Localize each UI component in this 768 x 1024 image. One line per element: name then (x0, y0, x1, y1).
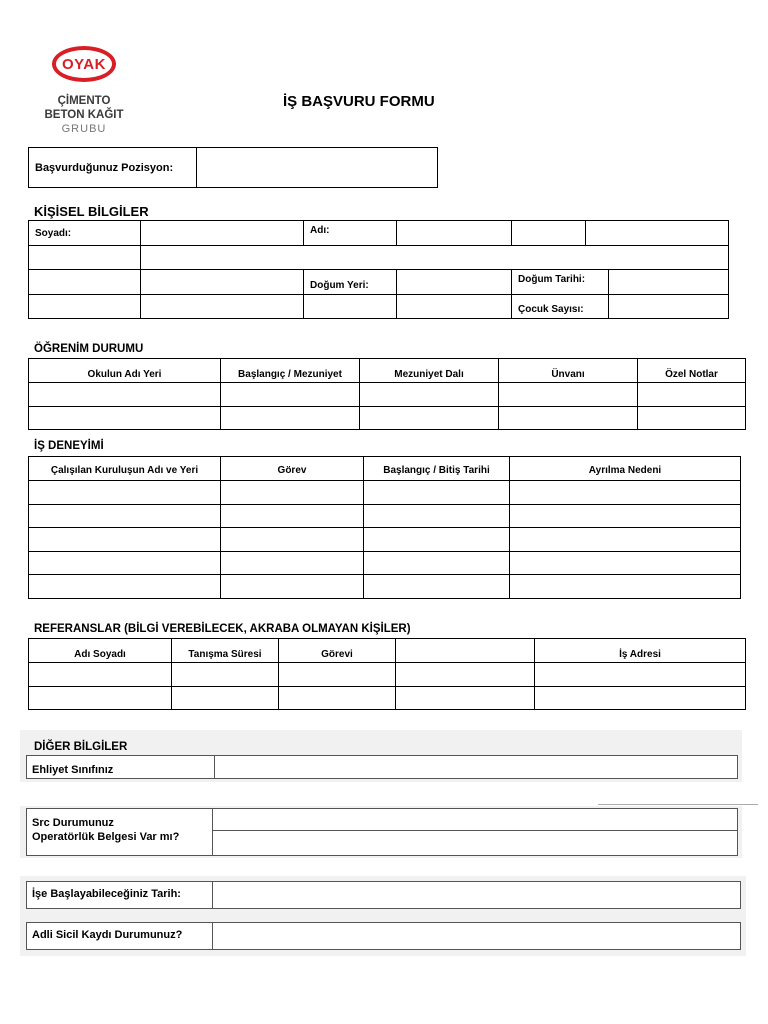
table-row (29, 575, 741, 599)
birthdate-input[interactable] (609, 270, 729, 294)
experience-col-company: Çalışılan Kuruluşun Adı ve Yeri (29, 457, 221, 481)
personal-row3-label (29, 270, 141, 294)
experience-cell[interactable] (221, 528, 364, 552)
criminal-record-label: Adli Sicil Kaydı Durumunuz? (32, 929, 183, 941)
education-col-school: Okulun Adı Yeri (29, 359, 221, 383)
position-label: Başvurduğunuz Pozisyon: (29, 148, 197, 188)
education-cell[interactable] (221, 383, 360, 407)
table-row (29, 663, 746, 687)
personal-row2-input[interactable] (141, 246, 729, 270)
experience-col-dates: Başlangıç / Bitiş Tarihi (364, 457, 510, 481)
license-input[interactable] (216, 756, 735, 776)
name-extra-cell[interactable] (512, 221, 586, 246)
references-cell[interactable] (535, 687, 746, 710)
references-heading: REFERANSLAR (BİLGİ VEREBİLECEK, AKRABA OLMAYAN KİŞİLER) (34, 623, 411, 635)
references-col-role: Görevi (279, 639, 396, 663)
experience-cell[interactable] (221, 505, 364, 528)
logo-line-2: BETON KAĞIT (44, 109, 124, 121)
logo-line-1: ÇİMENTO (57, 95, 111, 107)
surname-input[interactable] (141, 221, 304, 246)
personal-row2-label (29, 246, 141, 270)
education-cell[interactable] (360, 407, 499, 430)
personal-table (28, 220, 729, 319)
education-heading: ÖĞRENİM DURUMU (34, 343, 144, 355)
education-cell[interactable] (638, 383, 746, 407)
experience-cell[interactable] (364, 505, 510, 528)
experience-cell[interactable] (510, 528, 741, 552)
education-cell[interactable] (29, 383, 221, 407)
name-extra-cell-2[interactable] (586, 221, 729, 246)
experience-cell[interactable] (221, 481, 364, 505)
scan-line (598, 804, 758, 805)
references-cell[interactable] (279, 663, 396, 687)
personal-row4-cell-2[interactable] (397, 294, 512, 318)
education-cell[interactable] (499, 407, 638, 430)
name-label: Adı: (304, 221, 397, 246)
education-col-field: Mezuniyet Dalı (360, 359, 499, 383)
references-cell[interactable] (396, 687, 535, 710)
experience-table (28, 456, 741, 599)
criminal-record-divider (212, 922, 213, 949)
education-cell[interactable] (29, 407, 221, 430)
surname-label: Soyadı: (29, 221, 141, 246)
table-row (29, 552, 741, 575)
experience-cell[interactable] (29, 575, 221, 599)
education-col-dates: Başlangıç / Mezuniyet (221, 359, 360, 383)
start-date-divider (212, 881, 213, 908)
education-col-notes: Özel Notlar (638, 359, 746, 383)
position-input[interactable] (197, 148, 438, 188)
personal-row3-input[interactable] (141, 270, 304, 294)
references-col-empty (396, 639, 535, 663)
experience-cell[interactable] (29, 481, 221, 505)
references-cell[interactable] (279, 687, 396, 710)
experience-cell[interactable] (29, 552, 221, 575)
experience-cell[interactable] (364, 528, 510, 552)
experience-cell[interactable] (510, 481, 741, 505)
logo-brand-text: OYAK (62, 55, 106, 73)
experience-cell[interactable] (510, 505, 741, 528)
other-heading: DİĞER BİLGİLER (34, 741, 128, 753)
personal-row4-label (29, 294, 141, 318)
education-cell[interactable] (638, 407, 746, 430)
position-table (28, 147, 438, 188)
experience-cell[interactable] (510, 575, 741, 599)
birthdate-label: Doğum Tarihi: (512, 270, 609, 294)
references-col-duration: Tanışma Süresi (172, 639, 279, 663)
references-col-name: Adı Soyadı (29, 639, 172, 663)
src-divider-v (212, 808, 213, 855)
personal-row4-input[interactable] (141, 294, 304, 318)
references-col-address: İş Adresi (535, 639, 746, 663)
education-cell[interactable] (221, 407, 360, 430)
table-row (29, 383, 746, 407)
oyak-logo (52, 46, 116, 82)
experience-cell[interactable] (364, 552, 510, 575)
references-table (28, 638, 746, 710)
operator-label: Operatörlük Belgesi Var mı? (32, 831, 180, 843)
table-row (29, 407, 746, 430)
experience-col-role: Görev (221, 457, 364, 481)
education-cell[interactable] (360, 383, 499, 407)
license-label: Ehliyet Sınıfınız (32, 764, 114, 776)
src-label: Src Durumunuz (32, 817, 114, 829)
experience-cell[interactable] (364, 481, 510, 505)
children-input[interactable] (609, 294, 729, 318)
start-date-label: İşe Başlayabileceğiniz Tarih: (32, 888, 181, 900)
experience-col-reason: Ayrılma Nedeni (510, 457, 741, 481)
license-divider (214, 755, 215, 778)
children-label: Çocuk Sayısı: (512, 294, 609, 318)
references-cell[interactable] (172, 687, 279, 710)
experience-cell[interactable] (29, 505, 221, 528)
start-date-input[interactable] (214, 882, 738, 906)
references-cell[interactable] (535, 663, 746, 687)
criminal-record-input[interactable] (214, 923, 738, 947)
table-row (29, 687, 746, 710)
references-cell[interactable] (29, 663, 172, 687)
experience-cell[interactable] (221, 552, 364, 575)
table-row (29, 505, 741, 528)
logo-line-3: GRUBU (61, 123, 107, 135)
operator-input[interactable] (214, 832, 735, 853)
personal-heading: KİŞİSEL BİLGİLER (34, 204, 149, 219)
experience-cell[interactable] (364, 575, 510, 599)
src-input[interactable] (214, 809, 735, 829)
references-cell[interactable] (172, 663, 279, 687)
src-divider-h (212, 830, 737, 831)
education-cell[interactable] (499, 383, 638, 407)
experience-cell[interactable] (29, 528, 221, 552)
personal-row4-cell[interactable] (304, 294, 397, 318)
table-row (29, 528, 741, 552)
references-cell[interactable] (29, 687, 172, 710)
experience-cell[interactable] (221, 575, 364, 599)
name-input[interactable] (397, 221, 512, 246)
experience-cell[interactable] (510, 552, 741, 575)
education-table (28, 358, 746, 430)
table-row (29, 481, 741, 505)
education-col-title: Ünvanı (499, 359, 638, 383)
references-cell[interactable] (396, 663, 535, 687)
birthplace-input[interactable] (397, 270, 512, 294)
birthplace-label: Doğum Yeri: (304, 270, 397, 294)
experience-heading: İŞ DENEYİMİ (34, 440, 104, 452)
form-title: İŞ BAŞVURU FORMU (283, 93, 435, 110)
